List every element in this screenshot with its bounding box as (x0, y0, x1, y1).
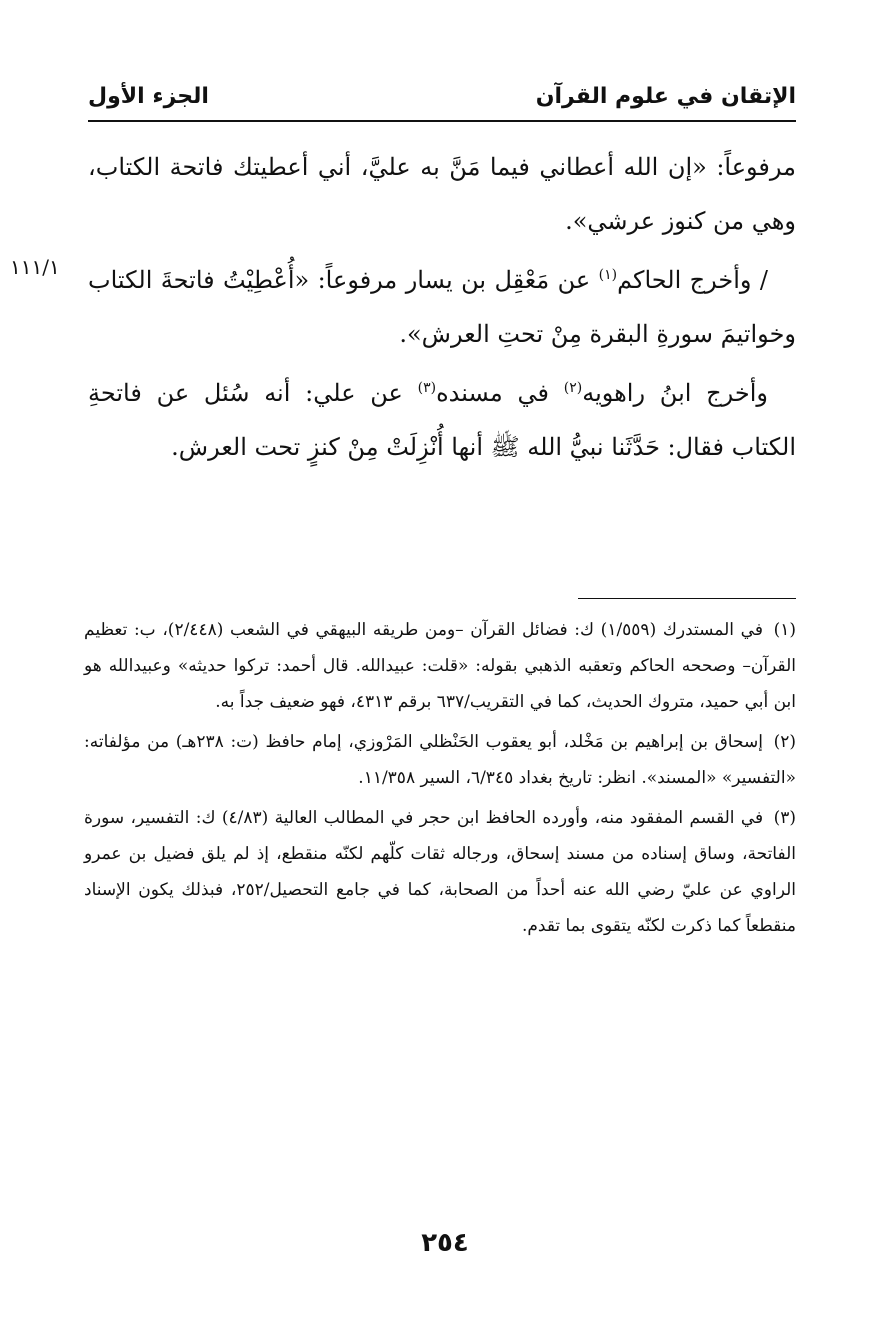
footnote-1-number: (١) (773, 620, 797, 640)
footnote-ref-3[interactable]: (٣) (417, 380, 437, 396)
paragraph-2-text-b: عن مَعْقِل بن يسار مرفوعاً: «أُعْطِيْتُ فاتحةَ الكتاب وخواتيمَ سورةِ البقرة مِنْ تحتِ العرش». (88, 266, 796, 348)
paragraph-3-text-c: عن علي: أنه سُئل عن فاتحةِ الكتاب فقال: حَدَّثَنا نبيُّ الله ﷺ أنها أُنْزِلَتْ مِنْ كنزٍ تحت العرش. (88, 379, 796, 461)
paragraph-3 (88, 361, 796, 474)
footnote-3-text: في القسم المفقود منه، وأورده الحافظ ابن حجر في المطالب العالية (٤/٨٣) ك: التفسير، سورة الفاتحة، وساق إسناده من مسند إسحاق، ورجاله ثقات كلّهم لكنّه منقطع، إذ لم يلق فضيل بن عمرو الراوي عن عليّ رضي الله عنه أحداً من الصحابة، كما في جامع التحصيل/٢٥٢، فبذلك يكون الإسناد منقطعاً كما ذكرت لكنّه يتقوى بما تقدم. (84, 808, 796, 936)
paragraph-1 (88, 140, 796, 248)
footnote-ref-2[interactable]: (٢) (563, 380, 583, 396)
page-number: ٢٥٤ (421, 1228, 469, 1258)
paragraph-1-text: مرفوعاً: «إن الله أعطاني فيما مَنَّ به عليَّ، أني أعطيتك فاتحة الكتاب، وهي من كنوز عرشي». (88, 153, 797, 235)
book-title: الإتقان في علوم القرآن (535, 83, 796, 109)
margin-page-reference: ١١١/١ (10, 255, 60, 279)
footnote-3 (84, 800, 796, 944)
footnotes (84, 612, 796, 948)
running-header (88, 72, 796, 120)
footnote-2-text: إسحاق بن إبراهيم بن مَخْلد، أبو يعقوب الحَنْظلي المَرْوزي، إمام حافظ (ت: ٢٣٨هـ) من مؤلفاته: «التفسير» «المسند». انظر: تاريخ بغداد ٦/٣٤٥، السير ١١/٣٥٨. (84, 732, 796, 788)
main-text (88, 140, 796, 474)
footnote-2 (84, 724, 796, 796)
paragraph-2-text-a: وأخرج الحاكم (617, 266, 760, 294)
paragraph-3-text-a: وأخرج ابنُ راهويه (582, 379, 769, 407)
footnote-ref-1[interactable]: (١) (598, 267, 618, 283)
footnote-1 (84, 612, 796, 720)
header-rule (88, 120, 796, 122)
paragraph-3-text-b: في مسنده (436, 379, 564, 407)
volume-label: الجزء الأول (88, 83, 209, 109)
footnote-separator (578, 598, 796, 599)
page-break-slash: / (759, 266, 768, 294)
footnote-3-number: (٣) (773, 808, 797, 828)
paragraph-2 (88, 248, 796, 361)
footnote-2-number: (٢) (773, 732, 797, 752)
footnote-1-text: في المستدرك (١/٥٥٩) ك: فضائل القرآن –ومن طريقه البيهقي في الشعب (٢/٤٤٨)، ب: تعظيم القرآن– وصححه الحاكم وتعقبه الذهبي بقوله: «قلت: عبيدالله. قال أحمد: تركوا حديثه» وعبيدالله هو ابن أبي حميد، متروك الحديث، كما في التقريب/٦٣٧ برقم ٤٣١٣، فهو ضعيف جداً به. (84, 620, 796, 712)
